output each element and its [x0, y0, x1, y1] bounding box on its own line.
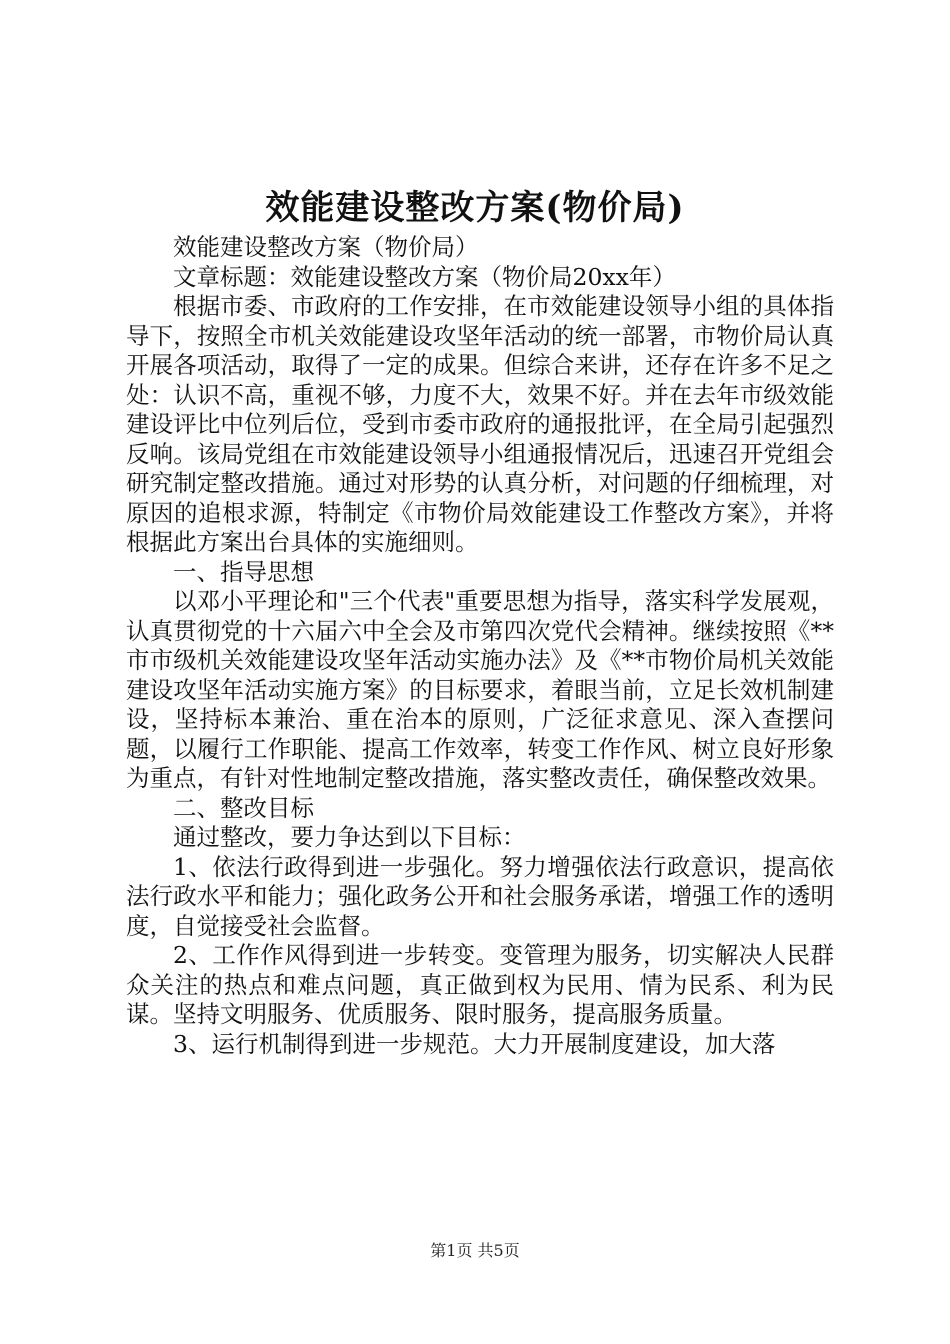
- section-heading-rectification-goals: 二、整改目标: [173, 793, 314, 822]
- paragraph-article-title: 文章标题：效能建设整改方案（物价局20xx年）: [173, 262, 676, 291]
- document-title: 效能建设整改方案(物价局): [265, 188, 685, 228]
- paragraph-guiding-ideology: 以邓小平理论和"三个代表"重要思想为指导，落实科学发展观，认真贯彻党的十六届六中全会及市第四次党代会精神。继续按照《**市市级机关效能建设攻坚年活动实施办法》及《**市物价局机关效能建设攻坚年活动实施方案》的目标要求，着眼当前，立足长效机制建设，坚持标本兼治、重在治本的原则，广泛征求意见、深入查摆问题，以履行工作职能、提高工作效率，转变工作作风、树立良好形象为重点，有针对性地制定整改措施，落实整改责任，确保整改效果。: [126, 587, 834, 792]
- document-body: [126, 233, 834, 1059]
- paragraph-goals-intro: 通过整改，要力争达到以下目标：: [173, 823, 526, 851]
- paragraph-goal-2: 2、工作作风得到进一步转变。变管理为服务，切实解决人民群众关注的热点和难点问题，真正做到权为民用、情为民系、利为民谋。坚持文明服务、优质服务、限时服务，提高服务质量。: [126, 941, 834, 1028]
- page-number-footer: 第1页 共5页: [430, 1241, 520, 1260]
- section-heading-guiding-ideology: 一、指导思想: [173, 557, 314, 586]
- paragraph-intro: 根据市委、市政府的工作安排，在市效能建设领导小组的具体指导下，按照全市机关效能建设攻坚年活动的统一部署，市物价局认真开展各项活动，取得了一定的成果。但综合来讲，还存在许多不足之处：认识不高，重视不够，力度不大，效果不好。并在去年市级效能建设评比中位列后位，受到市委市政府的通报批评，在全局引起强烈反响。该局党组在市效能建设领导小组通报情况后，迅速召开党组会研究制定整改措施。通过对形势的认真分析，对问题的仔细梳理，对原因的追根求源，特制定《市物价局效能建设工作整改方案》，并将根据此方案出台具体的实施细则。: [126, 292, 834, 556]
- paragraph-subtitle: 效能建设整改方案（物价局）: [173, 233, 479, 261]
- paragraph-goal-1: 1、依法行政得到进一步强化。努力增强依法行政意识，提高依法行政水平和能力；强化政务公开和社会服务承诺，增强工作的透明度，自觉接受社会监督。: [126, 852, 834, 940]
- paragraph-goal-3: 3、运行机制得到进一步规范。大力开展制度建设，加大落: [173, 1029, 776, 1058]
